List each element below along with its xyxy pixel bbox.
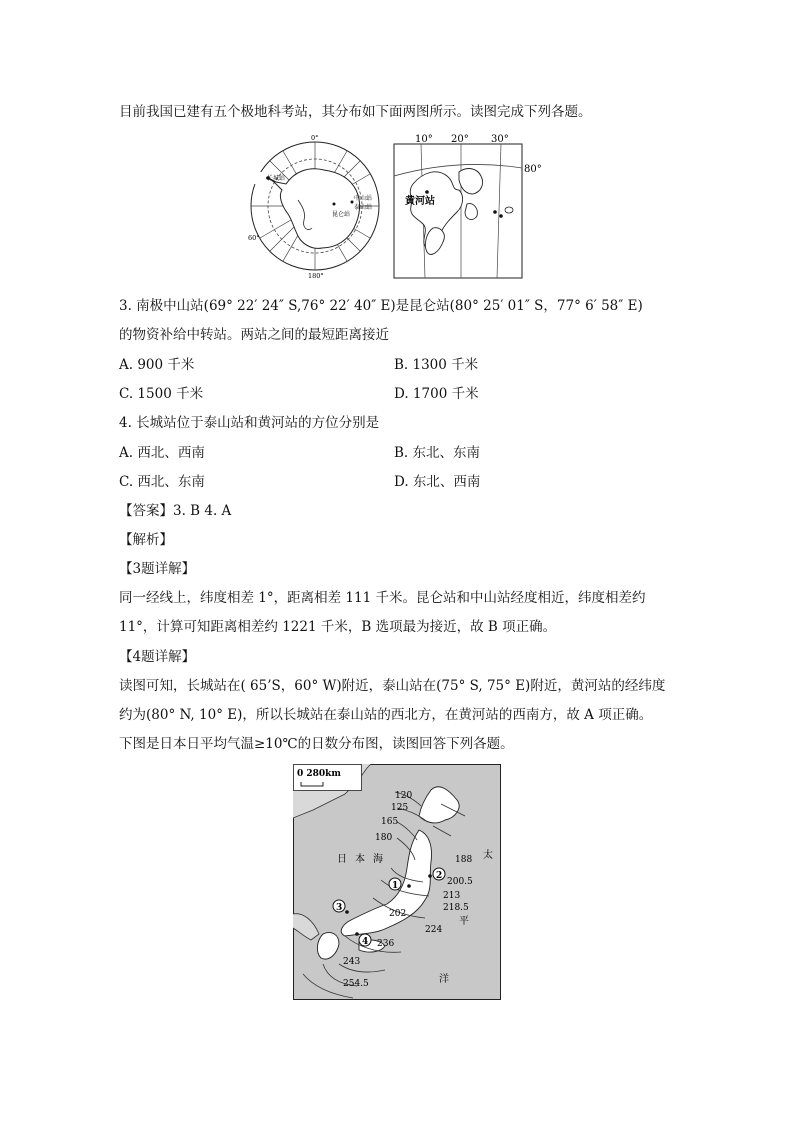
huanghe-label: 黄河站 — [405, 196, 435, 207]
q3-stem-line1: 3. 南极中山站(69° 22′ 24″ S,76° 22′ 40″ E)是昆仑站(80° 25′ 01″ S，77° 6′ 58″ E) — [119, 298, 643, 314]
lon-0-label: 0° — [311, 134, 319, 142]
iso-125-label: 125 — [391, 803, 409, 813]
q4-detail-heading: 【4题详解】 — [119, 649, 196, 665]
iso-200-5-label: 200.5 — [447, 877, 473, 887]
q3-detail-line2: 11°，计算可知距离相差约 1221 千米，B 选项最为接近，故 B 项正确。 — [119, 619, 557, 635]
iso-165-label: 165 — [381, 817, 399, 827]
lon-180-label: 180° — [308, 272, 324, 280]
iso-236-label: 236 — [377, 939, 395, 949]
q3-detail-line1: 同一经线上，纬度相差 1°，距离相差 111 千米。昆仑站和中山站经度相近，纬度相差约 — [119, 590, 646, 606]
svalbard-map — [393, 132, 551, 280]
intro-text-1: 目前我国已建有五个极地科考站，其分布如下面两图所示。读图完成下列各题。 — [119, 104, 592, 120]
iso-120-label: 120 — [395, 791, 413, 801]
iso-202-label: 202 — [389, 909, 407, 919]
point-1-label: 1 — [392, 881, 399, 891]
q4-option-b: B. 东北、东南 — [394, 445, 481, 461]
lon-30-label: 30° — [491, 134, 509, 145]
q3-option-c: C. 1500 千米 — [119, 386, 204, 402]
q4-detail-line1: 读图可知，长城站在( 65’S，60° W)附近，泰山站在(75° S, 75° E)附近，黄河站的经纬度 — [119, 678, 666, 694]
iso-243-label: 243 — [343, 957, 361, 967]
intro-text-2: 下图是日本日平均气温≥10℃的日数分布图，读图回答下列各题。 — [119, 736, 514, 752]
point-4-label: 4 — [362, 937, 369, 947]
lat-80-label: 80° — [524, 164, 542, 175]
q3-option-d: D. 1700 千米 — [394, 386, 479, 402]
kunlun-label: 昆仑站 — [332, 211, 351, 218]
iso-224-label: 224 — [425, 925, 443, 935]
taishan-label: 泰山站 — [354, 204, 373, 211]
iso-213-label: 213 — [443, 891, 461, 901]
answer-line: 【答案】3. B 4. A — [119, 503, 232, 519]
analysis-heading: 【解析】 — [119, 532, 173, 548]
zhongshan-label: 中山站 — [354, 195, 373, 202]
ocean-char-2: 平 — [459, 916, 469, 927]
q4-stem: 4. 长城站位于泰山站和黄河站的方位分别是 — [119, 415, 380, 431]
lon-20-label: 20° — [451, 134, 469, 145]
q3-option-b: B. 1300 千米 — [394, 357, 479, 373]
iso-180-label: 180 — [375, 833, 393, 843]
iso-218-5-label: 218.5 — [443, 903, 469, 913]
q4-option-c: C. 西北、东南 — [119, 474, 205, 490]
q4-detail-line2: 约为(80° N, 10° E)，所以长城站在泰山站的西北方，在黄河站的西南方，故 A 项正确。 — [119, 707, 653, 723]
q3-option-a: A. 900 千米 — [119, 357, 195, 373]
lon-10-label: 10° — [415, 134, 433, 145]
q3-detail-heading: 【3题详解】 — [119, 561, 196, 577]
sea-char-2: 本 — [355, 854, 365, 865]
q4-option-d: D. 东北、西南 — [394, 474, 481, 490]
q3-stem-line2: 的物资补给中转站。两站之间的最短距离接近 — [119, 327, 389, 343]
sea-char-1: 日 — [337, 854, 347, 865]
ocean-char-3: 洋 — [439, 974, 449, 985]
point-2-label: 2 — [436, 871, 443, 881]
ocean-char-1: 太 — [483, 850, 493, 861]
changcheng-label: 长城站 — [267, 175, 286, 182]
sea-char-3: 海 — [373, 854, 383, 865]
iso-188-label: 188 — [455, 855, 473, 865]
q4-option-a: A. 西北、西南 — [119, 445, 205, 461]
iso-254-5-label: 254.5 — [343, 979, 369, 989]
lon-60-label: 60° — [248, 234, 260, 242]
antarctica-map — [246, 132, 384, 280]
scale-label: 0 280km — [297, 769, 341, 779]
point-3-label: 3 — [336, 903, 343, 913]
japan-map — [293, 764, 501, 1000]
